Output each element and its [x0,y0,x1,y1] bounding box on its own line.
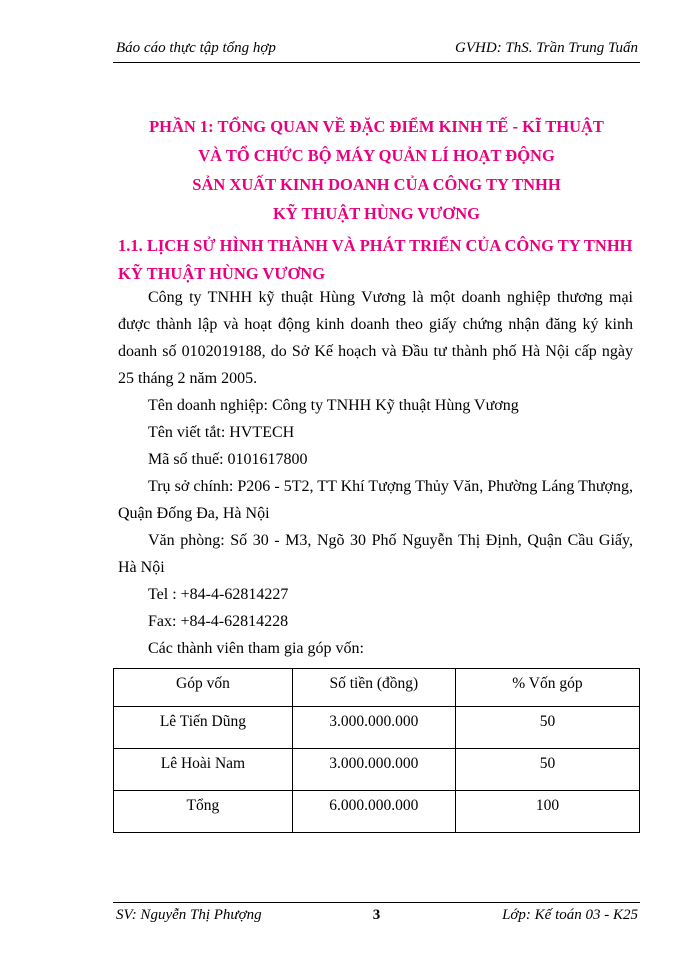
company-name: Tên doanh nghiệp: Công ty TNHH Kỹ thuật Hùng Vương [148,397,519,414]
chapter-title [113,112,640,228]
table-header-cell: Góp vốn [114,669,293,707]
capital-table [113,668,640,833]
table-cell: 3.000.000.000 [292,706,455,748]
table-row [114,706,640,748]
table-cell: 100 [455,790,639,832]
section-title-line: KỸ THUẬT HÙNG VƯƠNG [118,264,326,283]
tel: Tel : +84-4-62814227 [148,586,289,603]
section-title-line: 1.1. LỊCH SỬ HÌNH THÀNH VÀ PHÁT TRIỂN CỦA CÔNG TY TNHH [118,236,633,255]
footer-class: Lớp: Kế toán 03 - K25 [502,907,638,923]
table-cell: Lê Tiến Dũng [114,706,293,748]
head-office: Trụ sở chính: P206 - 5T2, TT Khí Tượng Thủy Văn, Phường Láng Thượng, Quận Đống Đa, Hà Nội [118,478,633,522]
chapter-title-line: SẢN XUẤT KINH DOANH CỦA CÔNG TY TNHH [192,175,561,194]
short-name: Tên viết tắt: HVTECH [148,424,295,441]
table-cell: 50 [455,748,639,790]
table-cell: 50 [455,706,639,748]
chapter-title-line: KỸ THUẬT HÙNG VƯƠNG [272,204,481,223]
tax-code: Mã số thuế: 0101617800 [148,451,308,468]
document-body [118,284,633,662]
chapter-title-line: VÀ TỔ CHỨC BỘ MÁY QUẢN LÍ HOẠT ĐỘNG [198,146,555,165]
table-cell: Lê Hoài Nam [114,748,293,790]
table-header-cell: Số tiền (đồng) [292,669,455,707]
table-cell: 6.000.000.000 [292,790,455,832]
section-title [118,232,643,288]
page-number: 3 [372,907,381,923]
table-header-cell: % Vốn góp [455,669,639,707]
footer-student: SV: Nguyễn Thị Phượng [116,907,262,923]
office-address: Văn phòng: Số 30 - M3, Ngõ 30 Phố Nguyễn Thị Định, Quận Cầu Giấy, Hà Nội [118,532,633,576]
fax: Fax: +84-4-62814228 [148,613,289,630]
table-row [114,748,640,790]
page-footer [113,902,640,929]
members-intro: Các thành viên tham gia góp vốn: [148,640,364,657]
table-cell: Tổng [114,790,293,832]
table-cell: 3.000.000.000 [292,748,455,790]
table-row [114,790,640,832]
header-report-title: Báo cáo thực tập tổng hợp [116,40,276,56]
header-supervisor: GVHD: ThS. Trần Trung Tuấn [455,40,638,56]
chapter-title-line: PHẦN 1: TỔNG QUAN VỀ ĐẶC ĐIỂM KINH TẾ - KĨ THUẬT [149,117,604,136]
page-header [113,40,640,63]
table-header-row [114,669,640,707]
intro-paragraph: Công ty TNHH kỹ thuật Hùng Vương là một doanh nghiệp thương mại được thành lập và hoạt động kinh doanh theo giấy chứng nhận đăng ký kinh doanh số 0102019188, do Sở Kế hoạch và Đầu tư thành phố Hà Nội cấp ngày 25 tháng 2 năm 2005. [118,289,633,387]
